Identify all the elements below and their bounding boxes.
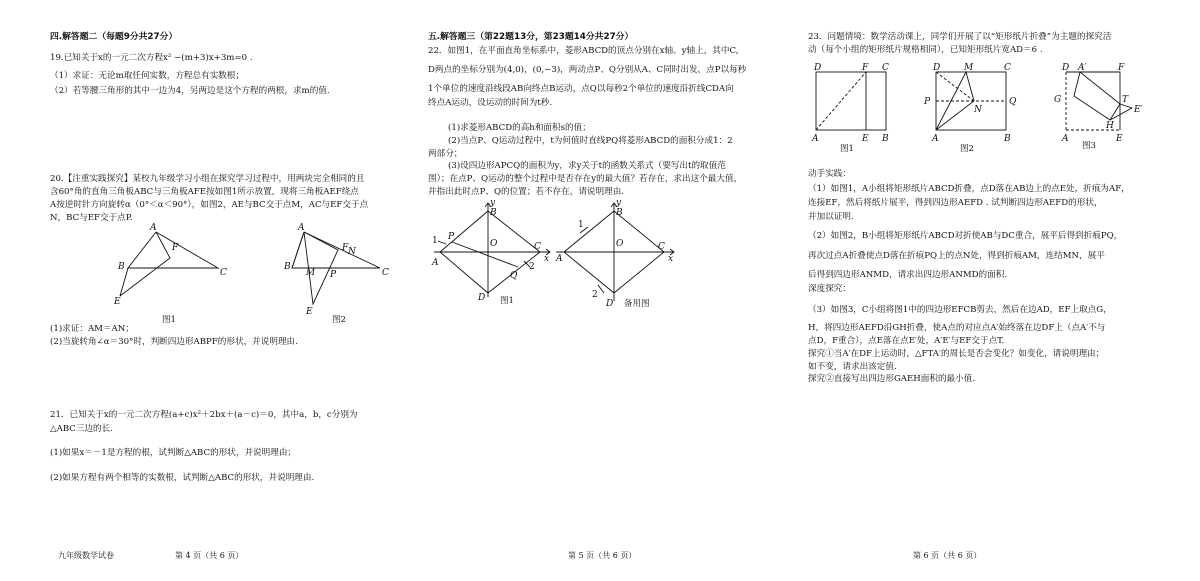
page-4 (50, 0, 390, 581)
svg-text:P: P (924, 97, 931, 107)
q23-part2c: 后得到四边形ANMD，请求出四边形ANMD的面积. (808, 270, 1008, 280)
svg-text:G: G (1054, 95, 1062, 105)
svg-text:E′: E′ (1134, 105, 1143, 115)
q22-part2a: (2)当点P、Q运动过程中，t为何值时直线PQ将菱形ABCD的面积分成1：2 (448, 136, 733, 146)
svg-text:B: B (284, 262, 291, 272)
q23-fig3-caption: 图3 (1082, 141, 1096, 151)
svg-text:P: P (448, 232, 455, 242)
q22-figure-backup (556, 203, 674, 301)
svg-text:O: O (490, 239, 498, 249)
svg-text:B: B (616, 208, 623, 218)
svg-text:D: D (933, 63, 941, 73)
q23-figure-1 (816, 72, 886, 130)
svg-text:C: C (534, 242, 541, 252)
svg-text:N: N (974, 105, 982, 115)
svg-text:A: A (932, 134, 939, 144)
svg-text:B: B (490, 208, 497, 218)
svg-text:D: D (478, 293, 486, 303)
q20-line3: A按逆时针方向旋转α（0°＜α＜90°），如图2，AE与BC交于点M，AC与EF交于点 (50, 200, 369, 210)
q23-part3f: 探究②直接写出四边形GAEH面积的最小值. (808, 374, 976, 384)
q20-fig1-caption: 图1 (162, 315, 176, 325)
svg-text:1: 1 (578, 220, 584, 230)
svg-text:B: B (1004, 134, 1011, 144)
svg-text:y: y (490, 198, 496, 208)
q23-part2a: （2）如图2，B小组将矩形纸片ABCD对折使AB与DC重合，展平后得到折痕PQ， (808, 231, 1123, 241)
svg-text:2: 2 (529, 262, 535, 272)
svg-text:D: D (606, 299, 614, 309)
q22-figures (428, 197, 773, 312)
footer-page-4: 第 4 页（共 6 页） (175, 551, 244, 560)
footer-page-5: 第 5 页（共 6 页） (568, 551, 637, 560)
footer-left: 九年级数学试卷 (58, 551, 114, 560)
svg-text:x: x (544, 254, 550, 264)
svg-text:C: C (882, 63, 889, 73)
q22-line1: 22．如图1，在平面直角坐标系中，菱形ABCD的顶点分别在x轴、y轴上，其中C, (428, 46, 739, 56)
svg-text:1: 1 (432, 236, 438, 246)
svg-text:A: A (812, 134, 819, 144)
svg-text:F: F (1118, 63, 1125, 73)
svg-text:O: O (616, 239, 624, 249)
q22-line2: D两点的坐标分别为(4,0)，(0,−3)，两动点P、Q分别从A、C同时出发，点P以每秒 (428, 65, 747, 75)
q23-part3a: （3）如图3，C小组将图1中的四边形EFCB剪去，然后在边AD，EF上取点G， (808, 305, 1112, 315)
svg-text:B: B (118, 262, 125, 272)
q19-part2: （2）若等腰三角形的其中一边为4，另两边是这个方程的两根，求m的值. (50, 86, 330, 96)
svg-text:A: A (432, 258, 439, 268)
q20-part1: (1)求证：AM＝AN； (50, 324, 134, 334)
q20-figures (110, 220, 400, 325)
svg-text:T: T (1122, 95, 1129, 105)
q23-part2b: 再次过点A折叠使点D落在折痕PQ上的点N处，得到折痕AM，连结MN，展平 (808, 251, 1105, 261)
q23-part3d: 探究①当A′在DF上运动时，△FTA′的周长是否会变化？如变化，请说明理由； (808, 349, 1105, 359)
section-title-4: 四.解答题二（每题9分共27分） (50, 32, 178, 42)
q23-line1: 23．问题情境：数学活动课上，同学们开展了以“矩形纸片折叠”为主题的探究活 (808, 32, 1112, 42)
q23-fig2-caption: 图2 (960, 144, 974, 154)
q22-backup-caption: 备用图 (624, 299, 650, 309)
svg-text:y: y (616, 198, 622, 208)
q21-line2: △ABC三边的长. (50, 424, 113, 434)
q22-line3: 1个单位的速度沿线段AB向终点B运动，点Q以每秒2个单位的速度沿折线CDA向 (428, 84, 734, 94)
svg-text:E: E (306, 307, 313, 317)
page-6 (808, 0, 1163, 581)
svg-text:E: E (114, 297, 121, 307)
svg-text:N: N (348, 247, 356, 257)
q21-part2: (2)如果方程有两个相等的实数根，试判断△ABC的形状，并说明理由. (50, 473, 315, 483)
svg-text:A′: A′ (1078, 63, 1087, 73)
svg-text:x: x (668, 254, 674, 264)
svg-text:C: C (220, 268, 227, 278)
q20-line4: N，BC与EF交于点P. (50, 213, 133, 223)
q23-deep-title: 深度探究： (808, 284, 851, 294)
q23-part3c: 点D，F重合），点E落在点E′处，A′E′与EF交于点T. (808, 336, 1005, 346)
svg-text:C: C (382, 268, 389, 278)
q23-part1a: （1）如图1，A小组将矩形纸片ABCD折叠，点D落在AB边上的点E处，折痕为AF， (808, 184, 1130, 194)
q22-part1: (1)求菱形ABCD的高h和面积s的值； (448, 123, 591, 133)
q20-part2: (2)当旋转角∠α＝30°时，判断四边形ABPF的形状，并说明理由. (50, 337, 298, 347)
svg-text:Q: Q (510, 271, 518, 281)
footer-page-6: 第 6 页（共 6 页） (913, 551, 982, 560)
svg-text:D: D (1062, 63, 1070, 73)
q21-part1: (1)如果x＝－1是方程的根，试判断△ABC的形状，并说明理由； (50, 448, 297, 458)
svg-text:F: F (172, 243, 179, 253)
q22-line4: 终点A运动，设运动的时间为t秒. (428, 98, 553, 108)
q23-fig1-caption: 图1 (840, 144, 854, 154)
svg-text:Q: Q (1009, 97, 1017, 107)
q20-fig2-caption: 图2 (332, 315, 346, 325)
q23-figures (808, 58, 1163, 158)
svg-text:A: A (150, 223, 157, 233)
q23-part3e: 如不变，请求出该定值. (808, 362, 897, 372)
q19-part1: （1）求证：无论m取任何实数，方程总有实数根； (50, 71, 245, 81)
q20-line1: 20.【注重实践探究】某校九年级学习小组在探究学习过程中，用两块完全相同的且 (50, 174, 365, 184)
q21-line1: 21．已知关于x的一元二次方程(a+c)x²＋2bx＋(a－c)＝0，其中a，b，c分别为 (50, 410, 358, 420)
svg-text:A: A (556, 254, 563, 264)
svg-text:C: C (658, 242, 665, 252)
q20-line2: 含60°角的直角三角板ABC与三角板AFE按如图1所示放置，现将三角板AEF绕点 (50, 187, 359, 197)
q23-part1b: 连接EF，然后将纸片展平，得到四边形AEFD . 试判断四边形AEFD的形状， (808, 198, 1103, 208)
q22-fig1-caption: 图1 (500, 296, 514, 306)
section-title-5: 五.解答题三（第22题13分，第23题14分共27分） (428, 32, 634, 42)
svg-text:E: E (1116, 134, 1123, 144)
q22-part3c: 并指出此时点P、Q的位置；若不存在，请说明理由. (428, 187, 625, 197)
q23-part3b: H，将四边形AEFD沿GH折叠，使A点的对应点A′始终落在边DF上（点A′不与 (808, 323, 1106, 333)
svg-text:A: A (298, 223, 305, 233)
page-5 (428, 0, 773, 581)
q19-stem: 19.已知关于x的一元二次方程x² −(m+3)x+3m=0 . (50, 53, 253, 63)
svg-text:2: 2 (592, 290, 598, 300)
q22-part3a: (3)设四边形APCQ的面积为y，求y关于t的函数关系式（要写出t的取值范 (448, 161, 726, 171)
svg-text:D: D (814, 63, 822, 73)
svg-text:A: A (1062, 134, 1069, 144)
svg-text:F: F (342, 243, 349, 253)
q23-practice-title: 动手实践： (808, 169, 851, 179)
svg-text:P: P (330, 270, 337, 280)
svg-text:M: M (306, 268, 316, 278)
q20-figure-1 (120, 232, 218, 296)
svg-text:E: E (862, 134, 869, 144)
q23-part1c: 并加以证明. (808, 212, 854, 222)
svg-text:C: C (1004, 63, 1011, 73)
svg-text:M: M (964, 63, 974, 73)
q23-figure-2 (936, 72, 1006, 130)
svg-text:B: B (882, 134, 889, 144)
q22-part3b: 围）；在点P、Q运动的整个过程中是否存在y的最大值？若存在，求出这个最大值， (428, 174, 743, 184)
q22-part2b: 两部分； (428, 149, 463, 159)
q23-line2: 动（每个小组的矩形纸片规格相同），已知矩形纸片宽AD＝6 . (808, 45, 1043, 55)
svg-text:H: H (1106, 121, 1114, 131)
svg-text:F: F (862, 63, 869, 73)
